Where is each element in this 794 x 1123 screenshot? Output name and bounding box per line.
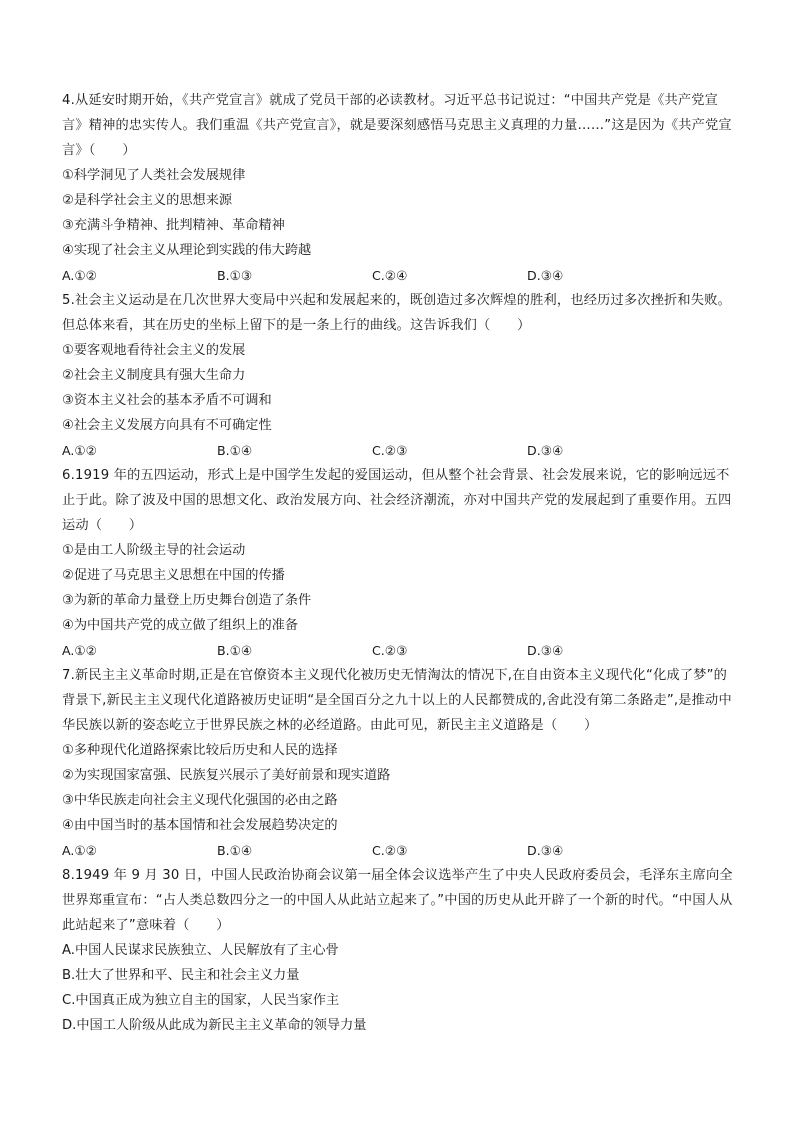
statement-item: ①是由工人阶级主导的社会运动 — [62, 543, 246, 558]
statement-item: ④由中国当时的基本国情和社会发展趋势决定的 — [62, 818, 338, 833]
choice-option[interactable]: C.中国真正成为独立自主的国家，人民当家作主 — [62, 993, 340, 1008]
statement-item: ①多种现代化道路探索比较后历史和人民的选择 — [62, 743, 338, 758]
question-4 — [62, 88, 734, 288]
answer-option[interactable]: B.①④ — [217, 643, 253, 658]
answer-option[interactable]: C.②③ — [372, 443, 408, 458]
answer-option[interactable]: C.②④ — [372, 268, 408, 283]
question-8 — [62, 863, 734, 1038]
statement-item: ④社会主义发展方向具有不可确定性 — [62, 418, 272, 433]
statement-item: ②为实现国家富强、民族复兴展示了美好前景和现实道路 — [62, 768, 391, 783]
answer-option[interactable]: C.②③ — [372, 643, 408, 658]
answer-options — [62, 838, 734, 863]
answer-option[interactable]: A.①② — [62, 643, 97, 658]
question-5 — [62, 288, 734, 463]
answer-option[interactable]: D.③④ — [527, 443, 564, 458]
answer-option[interactable]: B.①④ — [217, 843, 253, 858]
statement-item: ③充满斗争精神、批判精神、革命精神 — [62, 218, 285, 233]
statement-item: ③中华民族走向社会主义现代化强国的必由之路 — [62, 793, 338, 808]
answer-options — [62, 638, 734, 663]
answer-option[interactable]: B.①③ — [217, 268, 253, 283]
question-stem: 8.1949 年 9 月 30 日，中国人民政治协商会议第一届全体会议选举产生了中央人民政府委员会，毛泽东主席向全世界郑重宣布：“占人类总数四分之一的中国人从此站立起来了。”中国的历史从此开辟了一个新的时代。“中国人从此站起来了”意味着（ ） — [62, 868, 733, 933]
answer-options — [62, 438, 734, 463]
answer-option[interactable]: D.③④ — [527, 843, 564, 858]
question-6 — [62, 463, 734, 663]
question-stem: 4.从延安时期开始，《共产党宣言》就成了党员干部的必读教材。习近平总书记说过：“中国共产党是《共产党宣言》精神的忠实传人。我们重温《共产党宣言》，就是要深刻感悟马克思主义真理的力量……”这是因为《共产党宣言》（ ） — [62, 93, 732, 158]
answer-option[interactable]: D.③④ — [527, 268, 564, 283]
question-stem: 7.新民主主义革命时期,正是在官僚资本主义现代化被历史无情淘汰的情况下,在自由资本主义现代化“化成了梦”的背景下,新民主主义现代化道路被历史证明“是全国百分之九十以上的人民都赞成的,舍此没有第二条路走”,是推动中华民族以新的姿态屹立于世界民族之林的必经道路。由此可见，新民主主义道路是（ ） — [62, 668, 732, 733]
statement-item: ①要客观地看待社会主义的发展 — [62, 343, 246, 358]
answer-option[interactable]: A.①② — [62, 443, 97, 458]
statement-item: ②是科学社会主义的思想来源 — [62, 193, 233, 208]
statement-item: ②促进了马克思主义思想在中国的传播 — [62, 568, 285, 583]
question-stem: 6.1919 年的五四运动，形式上是中国学生发起的爱国运动，但从整个社会背景、社会发展来说，它的影响远远不止于此。除了波及中国的思想文化、政治发展方向、社会经济潮流，亦对中国共产党的发展起到了重要作用。五四运动（ ） — [62, 468, 732, 533]
exam-page — [62, 88, 734, 1038]
answer-option[interactable]: D.③④ — [527, 643, 564, 658]
statement-item: ④实现了社会主义从理论到实践的伟大跨越 — [62, 243, 312, 258]
question-7 — [62, 663, 734, 863]
choice-option[interactable]: D.中国工人阶级从此成为新民主主义革命的领导力量 — [62, 1018, 367, 1033]
statement-item: ④为中国共产党的成立做了组织上的准备 — [62, 618, 299, 633]
statement-item: ①科学洞见了人类社会发展规律 — [62, 168, 246, 183]
choice-option[interactable]: A.中国人民谋求民族独立、人民解放有了主心骨 — [62, 943, 339, 958]
answer-option[interactable]: A.①② — [62, 843, 97, 858]
answer-option[interactable]: B.①④ — [217, 443, 253, 458]
answer-options — [62, 263, 734, 288]
answer-option[interactable]: A.①② — [62, 268, 97, 283]
statement-item: ②社会主义制度具有强大生命力 — [62, 368, 246, 383]
answer-option[interactable]: C.②③ — [372, 843, 408, 858]
statement-item: ③为新的革命力量登上历史舞台创造了条件 — [62, 593, 312, 608]
question-stem: 5.社会主义运动是在几次世界大变局中兴起和发展起来的，既创造过多次辉煌的胜利，也经历过多次挫折和失败。但总体来看，其在历史的坐标上留下的是一条上行的曲线。这告诉我们（ ） — [62, 293, 731, 333]
statement-item: ③资本主义社会的基本矛盾不可调和 — [62, 393, 272, 408]
choice-option[interactable]: B.壮大了世界和平、民主和社会主义力量 — [62, 968, 300, 983]
